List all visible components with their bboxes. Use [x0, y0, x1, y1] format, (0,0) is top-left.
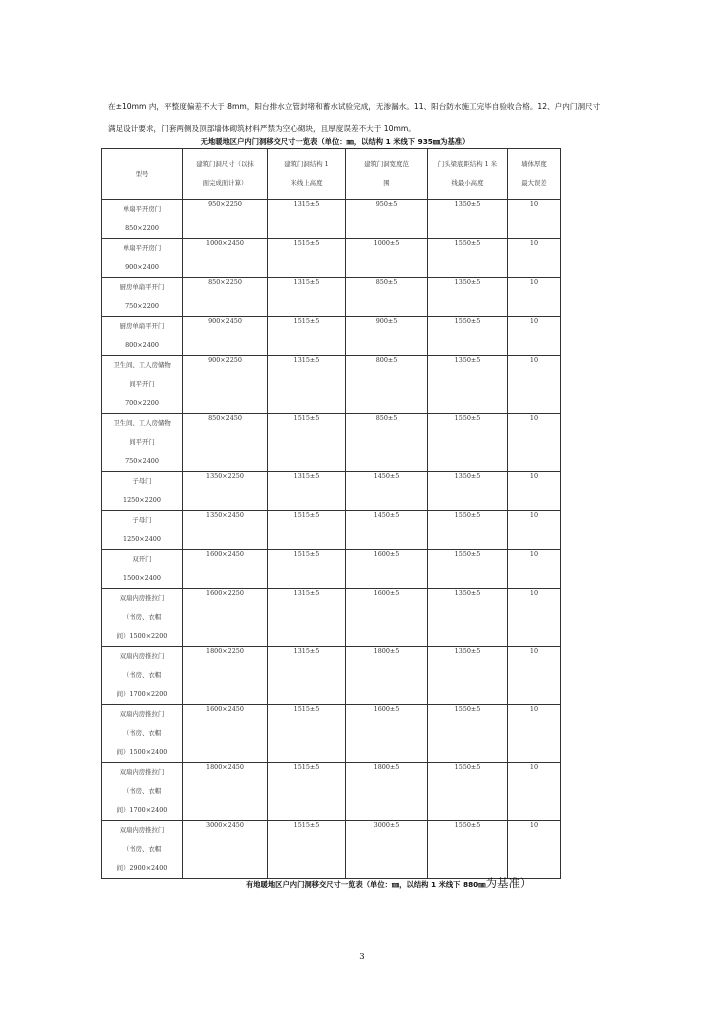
door-type-text: 850×2200 — [125, 224, 159, 232]
opening-width-range-cell: 1800±5 — [346, 763, 428, 821]
opening-width-range-cell: 1600±5 — [346, 550, 428, 589]
table-row — [102, 550, 561, 589]
door-type-cell — [102, 511, 183, 550]
door-type-text: 700×2200 — [125, 399, 159, 407]
lintel-height-cell: 1550±5 — [428, 239, 508, 278]
opening-size-cell: 850×2450 — [183, 414, 268, 472]
table-row — [102, 763, 561, 821]
column-header-text: 门头梁底距结构 1 米 — [437, 160, 498, 168]
table-title: 无地暖地区户内门洞移交尺寸一览表（单位：㎜，以结构 1 米线下 935㎜为基准） — [200, 137, 470, 146]
opening-width-range-cell: 1800±5 — [346, 647, 428, 705]
door-type-text: 1250×2200 — [123, 496, 161, 504]
door-type-text: 单扇平开房门 — [122, 244, 162, 252]
column-header-text: 建筑门洞尺寸（以抹 — [196, 160, 254, 168]
opening-height-cell: 1315±5 — [268, 472, 346, 511]
door-type-text: 子母门 — [132, 477, 152, 485]
wall-thickness-error-cell: 10 — [508, 821, 561, 879]
door-type-cell — [102, 278, 183, 317]
next-table-title-tail: 为基准） — [485, 876, 532, 890]
opening-height-cell: 1315±5 — [268, 356, 346, 414]
wall-thickness-error-cell: 10 — [508, 589, 561, 647]
door-opening-table — [101, 148, 561, 879]
lintel-height-cell: 1350±5 — [428, 200, 508, 239]
opening-width-range-cell: 900±5 — [346, 317, 428, 356]
opening-width-range-cell: 850±5 — [346, 414, 428, 472]
door-type-cell — [102, 763, 183, 821]
opening-width-range-cell: 1600±5 — [346, 589, 428, 647]
door-type-text: （书房、衣帽 — [122, 787, 162, 795]
door-type-cell — [102, 239, 183, 278]
wall-thickness-error-cell: 10 — [508, 763, 561, 821]
door-type-text: 间）1700×2400 — [116, 806, 168, 814]
lintel-height-cell: 1550±5 — [428, 414, 508, 472]
lintel-height-cell: 1550±5 — [428, 705, 508, 763]
door-type-text: 间平开门 — [129, 380, 155, 388]
table-row — [102, 647, 561, 705]
opening-height-cell: 1515±5 — [268, 414, 346, 472]
door-type-text: 间）1700×2200 — [116, 690, 168, 698]
column-header-text: 建筑门洞宽度范 — [364, 160, 409, 168]
wall-thickness-error-cell: 10 — [508, 550, 561, 589]
door-type-text: （书房、衣帽 — [122, 671, 162, 679]
wall-thickness-error-cell: 10 — [508, 317, 561, 356]
table-row — [102, 414, 561, 472]
opening-height-cell: 1515±5 — [268, 763, 346, 821]
door-type-text: 单扇平开房门 — [122, 205, 162, 213]
wall-thickness-error-cell: 10 — [508, 239, 561, 278]
intro-line-1: 在±10mm 内，平整度偏差不大于 8mm，阳台排水立管封堵和蓄水试验完成，无渗漏水。11、阳台防水施工完毕自验收合格。12、户内门洞尺寸 — [108, 102, 601, 111]
opening-size-cell: 1800×2450 — [183, 763, 268, 821]
opening-width-range-cell: 950±5 — [346, 200, 428, 239]
next-table-title — [246, 875, 532, 891]
door-type-text: 间）2900×2400 — [116, 864, 168, 872]
door-type-text: 800×2400 — [125, 341, 159, 349]
door-type-text: 750×2200 — [125, 302, 159, 310]
door-type-text: 750×2400 — [125, 457, 159, 465]
table-row — [102, 705, 561, 763]
door-type-cell — [102, 317, 183, 356]
door-type-cell — [102, 200, 183, 239]
table-row — [102, 317, 561, 356]
opening-size-cell: 1350×2250 — [183, 472, 268, 511]
door-type-cell — [102, 472, 183, 511]
door-type-text: 双扇内房推拉门 — [119, 652, 165, 660]
door-type-cell — [102, 705, 183, 763]
column-header-text: 最大误差 — [521, 179, 547, 187]
table-row — [102, 511, 561, 550]
lintel-height-cell: 1350±5 — [428, 589, 508, 647]
column-header — [268, 149, 346, 200]
door-type-cell — [102, 550, 183, 589]
table-row — [102, 278, 561, 317]
door-type-text: 900×2400 — [125, 263, 159, 271]
opening-size-cell: 1350×2450 — [183, 511, 268, 550]
door-type-text: 间）1500×2200 — [116, 632, 168, 640]
column-header-text: 线最小高度 — [451, 179, 484, 187]
wall-thickness-error-cell: 10 — [508, 511, 561, 550]
door-type-cell — [102, 589, 183, 647]
opening-width-range-cell: 1450±5 — [346, 511, 428, 550]
intro-paragraph — [108, 96, 628, 140]
door-type-text: （书房、衣帽 — [122, 845, 162, 853]
column-header-text: 墙体厚度 — [521, 160, 547, 168]
opening-size-cell: 900×2450 — [183, 317, 268, 356]
opening-size-cell: 1000×2450 — [183, 239, 268, 278]
opening-width-range-cell: 1600±5 — [346, 705, 428, 763]
table-row — [102, 821, 561, 879]
column-header — [508, 149, 561, 200]
opening-height-cell: 1515±5 — [268, 317, 346, 356]
opening-width-range-cell: 1000±5 — [346, 239, 428, 278]
door-type-text: 卫生间、工人房储物 — [113, 361, 171, 369]
wall-thickness-error-cell: 10 — [508, 472, 561, 511]
table-row — [102, 239, 561, 278]
door-type-text: （书房、衣帽 — [122, 613, 162, 621]
opening-size-cell: 1600×2450 — [183, 705, 268, 763]
opening-height-cell: 1315±5 — [268, 589, 346, 647]
lintel-height-cell: 1550±5 — [428, 763, 508, 821]
door-type-text: 1250×2400 — [123, 535, 161, 543]
door-type-text: 厨房单扇平开门 — [119, 322, 165, 330]
lintel-height-cell: 1550±5 — [428, 550, 508, 589]
door-type-cell — [102, 647, 183, 705]
wall-thickness-error-cell: 10 — [508, 647, 561, 705]
opening-size-cell: 900×2250 — [183, 356, 268, 414]
door-type-text: 间平开门 — [129, 438, 155, 446]
column-header-text: 围 — [383, 179, 390, 187]
opening-size-cell: 1600×2450 — [183, 550, 268, 589]
column-header-text: 型号 — [135, 169, 149, 178]
opening-height-cell: 1515±5 — [268, 550, 346, 589]
column-header-text: 米线上高度 — [290, 179, 323, 187]
door-type-text: 双扇内房推拉门 — [119, 768, 165, 776]
opening-size-cell: 950×2250 — [183, 200, 268, 239]
opening-size-cell: 1600×2250 — [183, 589, 268, 647]
door-type-text: 厨房单扇平开门 — [119, 283, 165, 291]
page-number: 3 — [359, 952, 365, 962]
table-row — [102, 356, 561, 414]
door-type-text: 双扇内房推拉门 — [119, 826, 165, 834]
opening-height-cell: 1315±5 — [268, 647, 346, 705]
opening-height-cell: 1315±5 — [268, 278, 346, 317]
lintel-height-cell: 1550±5 — [428, 511, 508, 550]
door-type-text: 双扇内房推拉门 — [119, 710, 165, 718]
column-header — [428, 149, 508, 200]
opening-size-cell: 850×2250 — [183, 278, 268, 317]
opening-size-cell: 3000×2450 — [183, 821, 268, 879]
door-type-text: 子母门 — [132, 516, 152, 524]
lintel-height-cell: 1350±5 — [428, 647, 508, 705]
column-header-text: 建筑门洞结构 1 — [284, 160, 329, 168]
table-row — [102, 200, 561, 239]
opening-size-cell: 1800×2250 — [183, 647, 268, 705]
table-header-row — [102, 149, 561, 200]
opening-width-range-cell: 3000±5 — [346, 821, 428, 879]
column-header — [346, 149, 428, 200]
opening-height-cell: 1315±5 — [268, 200, 346, 239]
door-type-text: 双开门 — [132, 555, 152, 563]
column-header — [102, 149, 183, 200]
lintel-height-cell: 1550±5 — [428, 317, 508, 356]
opening-width-range-cell: 800±5 — [346, 356, 428, 414]
next-table-title-main: 有地暖地区户内门洞移交尺寸一览表（单位：㎜，以结构 1 米线下 880㎜ — [246, 880, 486, 889]
intro-line-2: 满足设计要求，门套两侧及顶部墙体砌筑材料严禁为空心砌块，且厚度误差不大于 10mm。 — [108, 124, 416, 133]
door-type-cell — [102, 356, 183, 414]
wall-thickness-error-cell: 10 — [508, 705, 561, 763]
door-type-text: 间）1500×2400 — [116, 748, 168, 756]
opening-height-cell: 1515±5 — [268, 239, 346, 278]
wall-thickness-error-cell: 10 — [508, 278, 561, 317]
door-type-cell — [102, 821, 183, 879]
lintel-height-cell: 1350±5 — [428, 278, 508, 317]
door-type-text: （书房、衣帽 — [122, 729, 162, 737]
wall-thickness-error-cell: 10 — [508, 356, 561, 414]
opening-height-cell: 1515±5 — [268, 821, 346, 879]
wall-thickness-error-cell: 10 — [508, 414, 561, 472]
door-type-text: 卫生间、工人房储物 — [113, 419, 171, 427]
table-row — [102, 589, 561, 647]
opening-height-cell: 1515±5 — [268, 705, 346, 763]
table-body — [102, 200, 561, 879]
wall-thickness-error-cell: 10 — [508, 200, 561, 239]
opening-width-range-cell: 850±5 — [346, 278, 428, 317]
lintel-height-cell: 1550±5 — [428, 821, 508, 879]
lintel-height-cell: 1350±5 — [428, 356, 508, 414]
column-header-text: 面完成面计算） — [202, 179, 248, 187]
table-row — [102, 472, 561, 511]
lintel-height-cell: 1350±5 — [428, 472, 508, 511]
door-type-text: 双扇内房推拉门 — [119, 594, 165, 602]
opening-width-range-cell: 1450±5 — [346, 472, 428, 511]
door-type-text: 1500×2400 — [123, 574, 161, 582]
opening-height-cell: 1515±5 — [268, 511, 346, 550]
column-header — [183, 149, 268, 200]
door-type-cell — [102, 414, 183, 472]
